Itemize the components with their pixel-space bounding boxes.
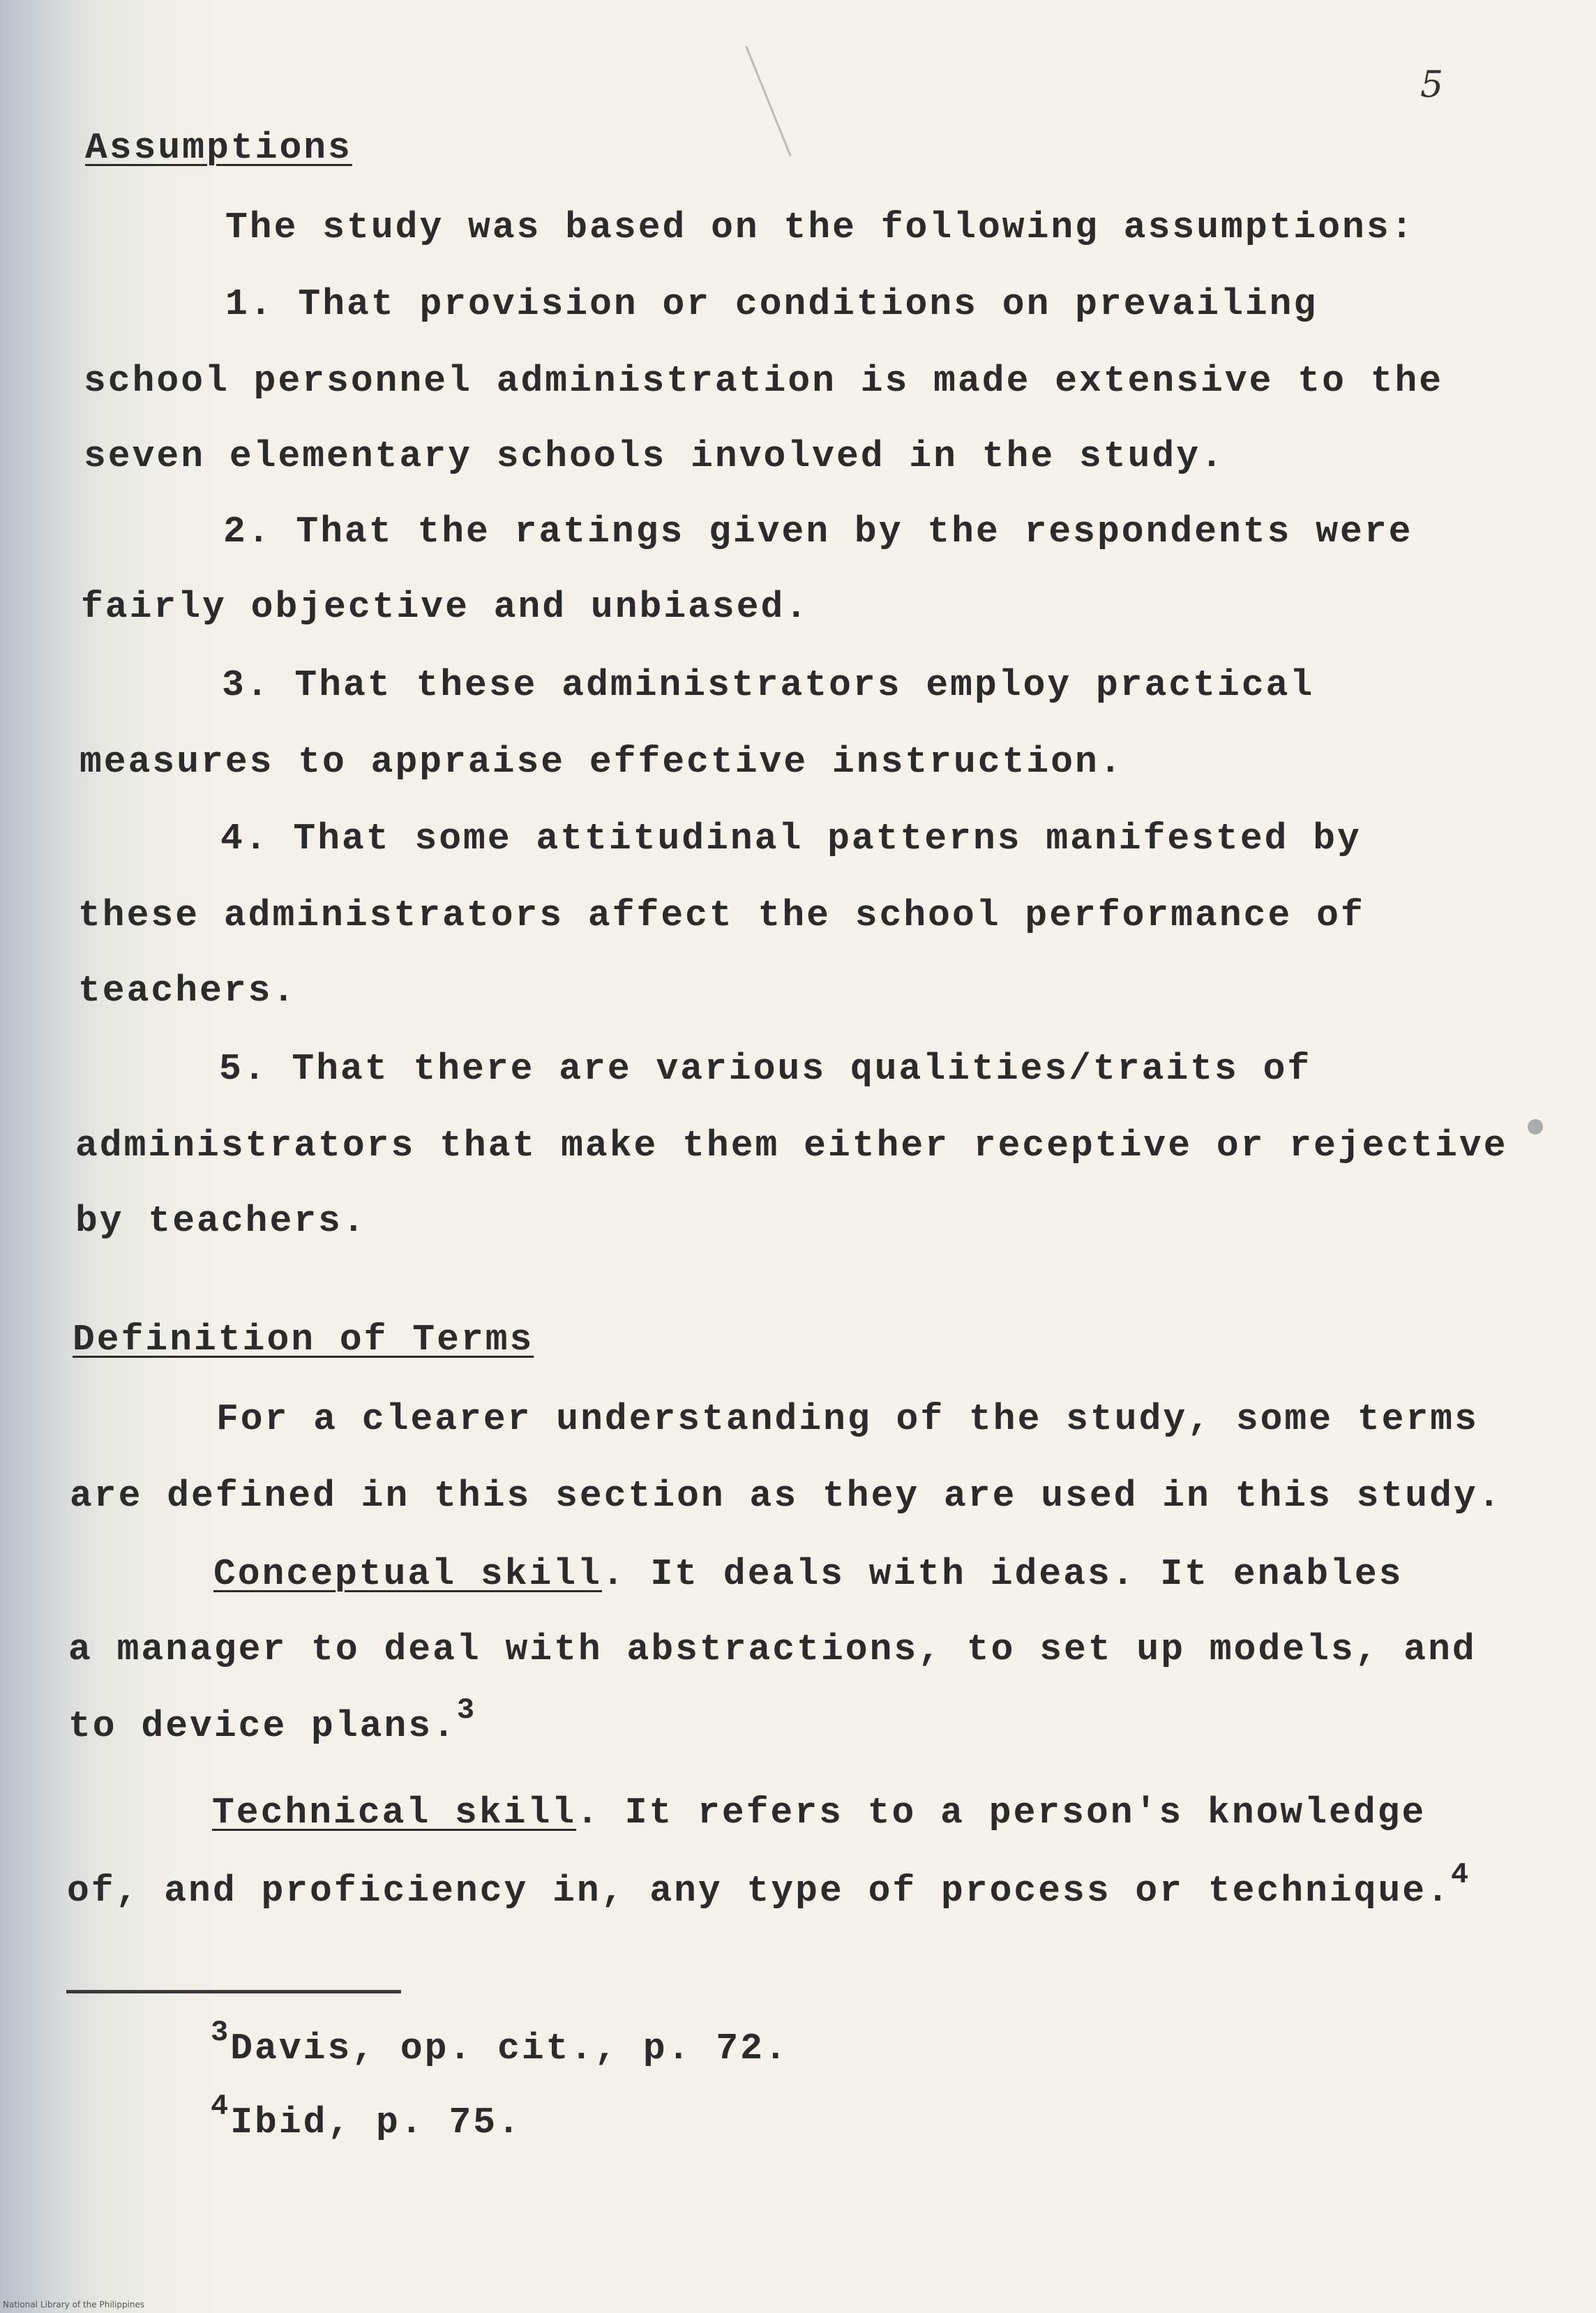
conceptual-skill-definition-end: to device plans.	[68, 1705, 457, 1747]
assumption-4-line-2: these administrators affect the school performance of	[78, 894, 1365, 936]
assumption-4-line-3: teachers.	[78, 970, 297, 1012]
technical-skill-term: Technical skill	[212, 1792, 577, 1834]
assumptions-intro: The study was based on the following assumptions:	[225, 207, 1415, 248]
definitions-intro-line-2: are defined in this section as they are used in this study.	[70, 1475, 1503, 1517]
library-credit: National Library of the Philippines	[3, 2300, 145, 2310]
assumption-1-line-3: seven elementary schools involved in the study.	[84, 435, 1225, 477]
assumption-2-line-2: fairly objective and unbiased.	[81, 586, 810, 628]
definitions-intro-line-1: For a clearer understanding of the study, some terms	[216, 1398, 1479, 1440]
assumption-1-line-2: school personnel administration is made extensive to the	[84, 360, 1444, 402]
assumption-1-line-1: 1. That provision or conditions on prevailing	[225, 283, 1318, 325]
footnote-3-text: Davis, op. cit., p. 72.	[230, 2028, 789, 2069]
assumption-3-line-2: measures to appraise effective instruction.	[80, 741, 1124, 783]
footnote-4-text: Ibid, p. 75.	[230, 2102, 522, 2143]
assumption-5-line-1: 5. That there are various qualities/traits of	[219, 1048, 1312, 1090]
conceptual-skill-term: Conceptual skill	[213, 1553, 602, 1595]
technical-skill-line-2	[67, 1858, 1471, 1912]
assumption-3-line-1: 3. That these administrators employ practical	[222, 664, 1315, 706]
assumption-4-line-1: 4. That some attitudinal patterns manifested by	[220, 818, 1362, 860]
conceptual-skill-definition-start: . It deals with ideas. It enables	[601, 1553, 1403, 1595]
assumption-2-line-1: 2. That the ratings given by the respondents were	[223, 511, 1413, 553]
footnote-3	[211, 2016, 789, 2069]
page-number: 5	[1420, 64, 1444, 106]
definitions-heading: Definition of Terms	[73, 1319, 534, 1361]
technical-skill-definition-start: . It refers to a person's knowledge	[576, 1792, 1426, 1834]
conceptual-skill-line-1	[213, 1553, 1403, 1595]
footnote-4	[211, 2090, 522, 2143]
footnote-separator	[66, 1990, 401, 1993]
footnote-ref-3: 3	[456, 1693, 477, 1727]
assumption-5-line-2: administrators that make them either receptive or rejective	[75, 1125, 1508, 1167]
technical-skill-line-1	[212, 1792, 1426, 1834]
footnote-ref-4: 4	[1450, 1858, 1471, 1892]
assumptions-heading: Assumptions	[85, 127, 352, 169]
scan-artifact-line	[745, 46, 791, 157]
conceptual-skill-line-3	[68, 1693, 477, 1747]
assumption-5-line-3: by teachers.	[75, 1200, 367, 1242]
footnote-4-mark: 4	[211, 2090, 231, 2123]
scan-artifact-dot	[1528, 1119, 1543, 1135]
technical-skill-definition-end: of, and proficiency in, any type of process or technique.	[67, 1870, 1451, 1912]
conceptual-skill-line-2: a manager to deal with abstractions, to set up models, and	[68, 1629, 1477, 1670]
footnote-3-mark: 3	[211, 2016, 231, 2049]
